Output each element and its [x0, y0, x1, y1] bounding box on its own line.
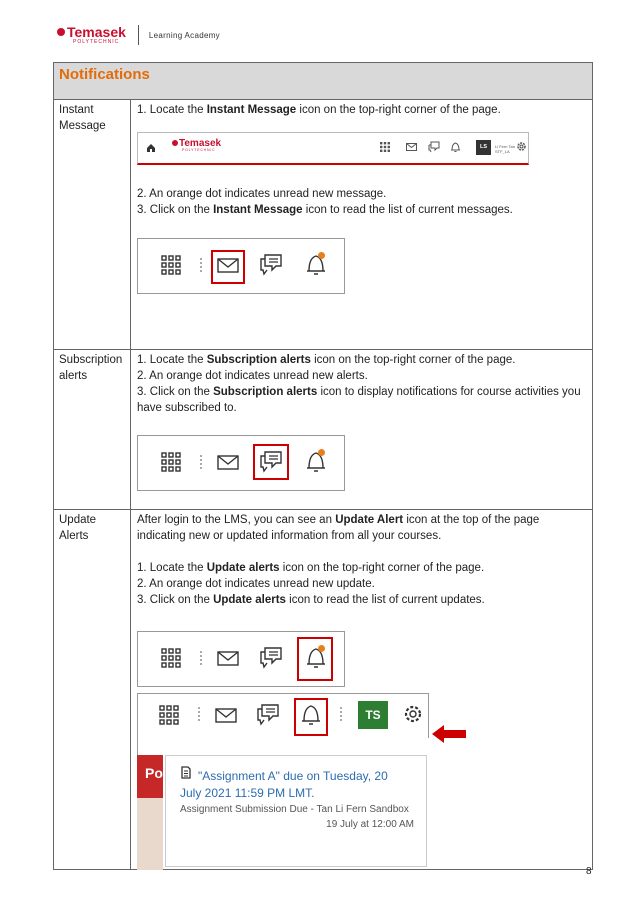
logo-subtext: POLYTECHNIC	[73, 39, 120, 45]
step-text: 3. Click on the Subscription alerts icon to display notifications for course activities you have subscribed to.	[137, 386, 581, 414]
row-label: Subscription alerts	[59, 354, 123, 382]
course-banner-text: Po	[145, 765, 163, 781]
home-icon	[146, 143, 156, 153]
highlight-box	[294, 698, 328, 736]
page-number: 8	[586, 866, 592, 877]
unread-dot	[318, 449, 325, 456]
notification-item[interactable]	[165, 755, 427, 867]
intro-text: After login to the LMS, you can see an Update Alert icon at the top of the page indicating new or updated information from all your courses.	[137, 514, 540, 542]
notifications-table	[53, 62, 593, 870]
chat-icon[interactable]	[259, 253, 283, 277]
notification-subtitle: Assignment Submission Due - Tan Li Fern Sandbox	[180, 804, 409, 815]
chat-icon[interactable]	[259, 646, 283, 670]
highlight-box	[211, 250, 245, 284]
header-divider	[138, 25, 139, 45]
row-label: Update Alerts	[59, 514, 97, 542]
table-row	[54, 510, 593, 870]
table-row	[54, 100, 593, 350]
apps-grid-icon[interactable]	[161, 255, 181, 275]
mail-icon[interactable]	[217, 651, 239, 666]
row-label: Instant Message	[59, 104, 106, 132]
apps-grid-icon[interactable]	[161, 648, 181, 668]
divider-dots	[340, 707, 344, 721]
notification-date: 19 July at 12:00 AM	[326, 819, 414, 830]
temasek-logo	[57, 25, 126, 45]
lms-icon-bar	[137, 693, 429, 738]
highlight-box	[253, 444, 289, 480]
divider-dots	[198, 707, 202, 721]
step-text: 3. Click on the Update alerts icon to read the list of current updates.	[137, 594, 485, 606]
unread-dot	[318, 252, 325, 259]
gear-icon[interactable]	[402, 703, 424, 725]
chat-icon[interactable]	[428, 141, 440, 153]
course-banner-photo	[137, 798, 163, 870]
step-text: 3. Click on the Instant Message icon to read the list of current messages.	[137, 204, 513, 216]
page-header	[57, 24, 220, 46]
step-text: 2. An orange dot indicates unread new message.	[137, 188, 387, 200]
avatar[interactable]: LS	[476, 140, 491, 155]
user-name: Li Fern Tan STF_LA	[495, 144, 515, 154]
section-title: Notifications	[59, 66, 150, 83]
apps-grid-icon[interactable]	[161, 452, 181, 472]
academy-label: Learning Academy	[148, 30, 220, 40]
chat-icon[interactable]	[256, 703, 280, 727]
apps-grid-icon[interactable]	[159, 705, 179, 725]
update-alert-dropdown-screenshot	[137, 693, 433, 863]
mail-icon[interactable]	[406, 143, 417, 151]
step-text: 1. Locate the Instant Message icon on the top-right corner of the page.	[137, 104, 501, 116]
gear-icon[interactable]	[516, 141, 527, 152]
icon-bar-chat-highlight	[137, 435, 345, 491]
divider-dots	[200, 651, 204, 665]
highlight-box	[297, 637, 333, 681]
icon-bar-bell-highlight	[137, 631, 345, 687]
step-text: 2. An orange dot indicates unread new update.	[137, 578, 375, 590]
table-row	[54, 350, 593, 510]
arrow-left-icon	[432, 724, 466, 744]
bell-icon[interactable]	[450, 141, 461, 153]
avatar[interactable]: TS	[358, 701, 388, 729]
step-text: 1. Locate the Update alerts icon on the top-right corner of the page.	[137, 562, 485, 574]
lms-topbar-screenshot	[137, 132, 529, 165]
step-text: 1. Locate the Subscription alerts icon on the top-right corner of the page.	[137, 354, 516, 366]
lms-logo: Temasek POLYTECHNIC	[172, 139, 221, 153]
divider-dots	[200, 258, 204, 272]
logo-mark-icon	[57, 28, 65, 36]
icon-bar-mail-highlight	[137, 238, 345, 294]
logo-text: Temasek	[67, 24, 126, 40]
notification-title[interactable]: "Assignment A" due on Tuesday, 20 July 2021 11:59 PM LMT.	[180, 769, 388, 800]
mail-icon[interactable]	[215, 708, 237, 723]
step-text: 2. An orange dot indicates unread new alerts.	[137, 370, 368, 382]
mail-icon[interactable]	[217, 455, 239, 470]
apps-grid-icon[interactable]	[380, 142, 390, 152]
divider-dots	[200, 455, 204, 469]
